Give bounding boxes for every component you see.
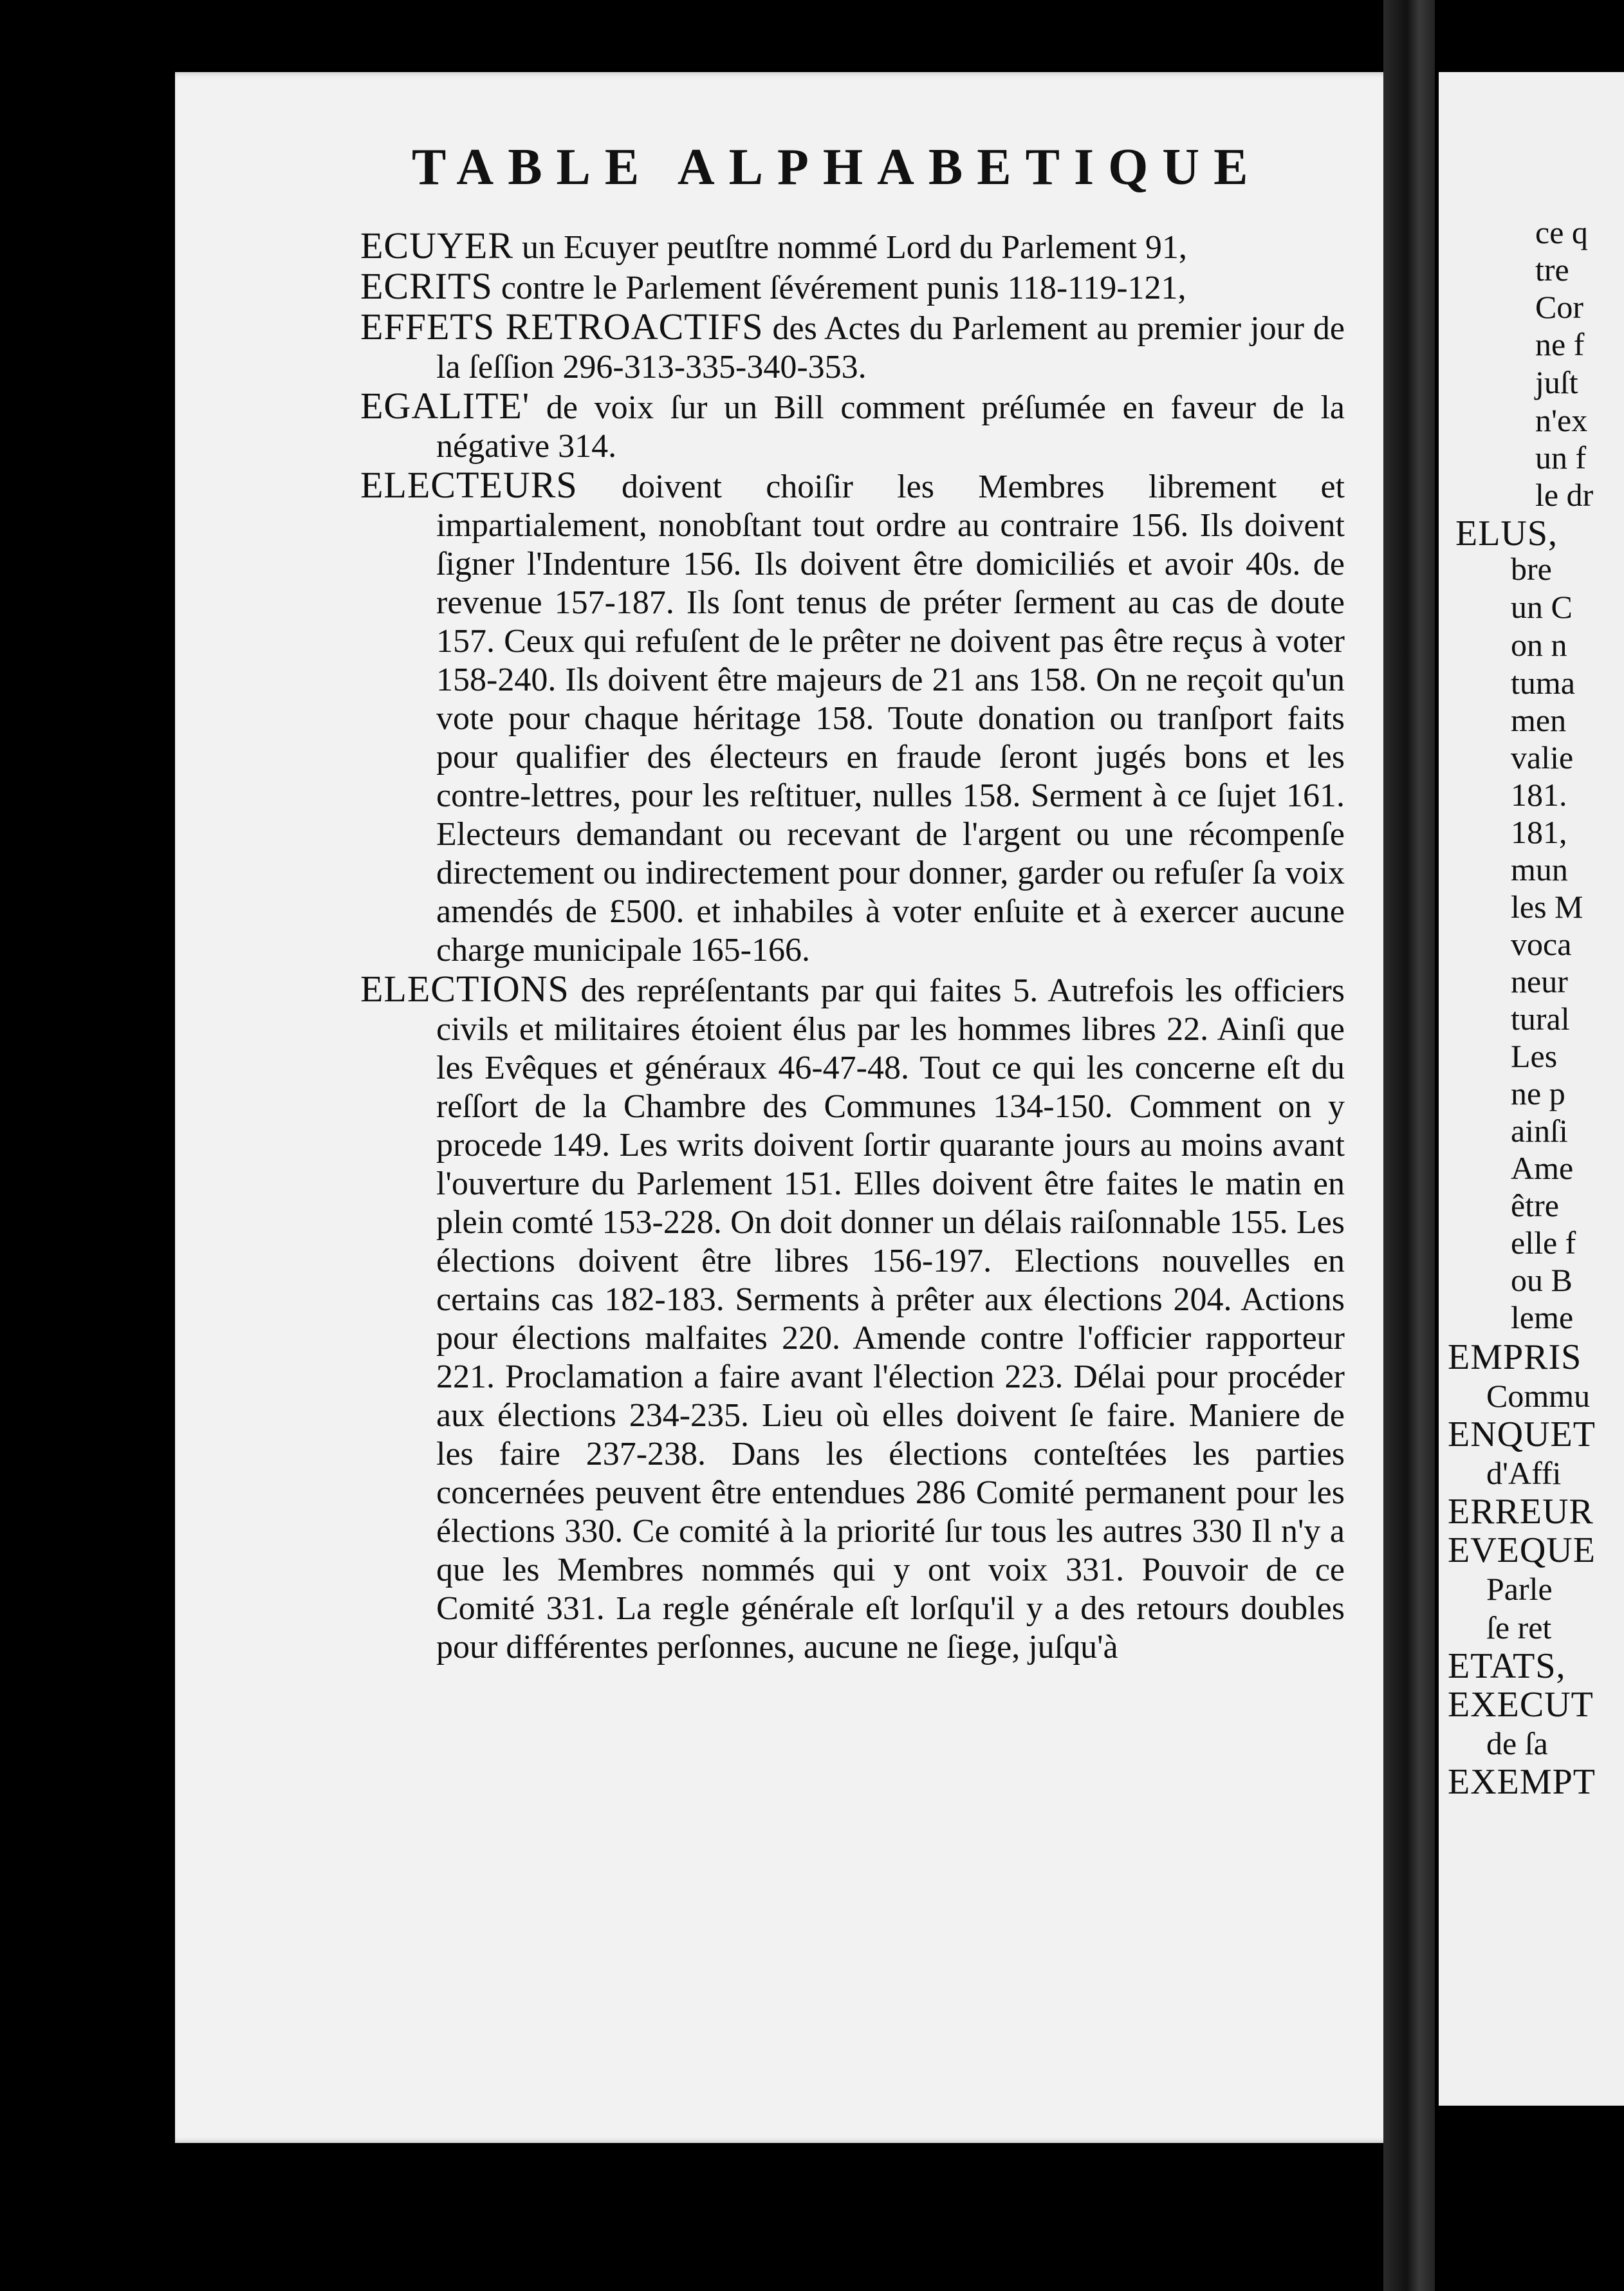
right-page-line: tural: [1511, 1001, 1570, 1037]
entry-text: un Ecuyer peutſtre nommé Lord du Parlement 91,: [513, 229, 1187, 266]
entry-effets-retroactifs: [360, 308, 1345, 387]
right-page-line: ELUS,: [1455, 514, 1558, 553]
right-page: [1439, 72, 1624, 2106]
right-page-line: n'ex: [1535, 402, 1588, 438]
right-page-line: ETATS,: [1448, 1646, 1566, 1686]
right-page-line: EMPRIS: [1448, 1337, 1582, 1377]
entry-head: EFFETS RETROACTIFS: [360, 306, 764, 348]
right-page-line: tuma: [1511, 665, 1575, 701]
right-page-line: bre: [1511, 551, 1552, 587]
right-page-line: elle f: [1511, 1225, 1576, 1261]
index-entries: [360, 227, 1345, 1667]
right-page-line: EXEMPT: [1448, 1762, 1596, 1802]
right-page-line: ENQUET: [1448, 1414, 1596, 1454]
right-page-line: ERREUR: [1448, 1492, 1594, 1532]
entry-text: des Actes du Parlement au premier jour de la ſeſſion 296-313-335-340-353.: [436, 310, 1345, 385]
right-page-line: on n: [1511, 627, 1567, 663]
right-page-line: ſe ret: [1486, 1609, 1552, 1646]
right-page-line: tre: [1535, 252, 1569, 288]
right-page-line: ne f: [1535, 326, 1585, 362]
right-page-line: neur: [1511, 963, 1568, 999]
entry-head: ECUYER: [360, 225, 513, 266]
right-page-line: mun: [1511, 851, 1568, 887]
right-page-line: de ſa: [1486, 1725, 1548, 1761]
right-page-line: Cor: [1535, 289, 1583, 325]
right-page-line: EVEQUE: [1448, 1530, 1596, 1570]
entry-egalite: [360, 387, 1345, 466]
page-gutter: [1383, 0, 1435, 2291]
entry-head: ECRITS: [360, 265, 493, 307]
entry-text: doivent choiſir les Membres librement et impartialement, nonobſtant tout ordre au contraire 156. Ils doivent ſigner l'Indenture 156. Ils doivent être domiciliés et avoir 40s. de revenue 157-187. Ils ſont tenus de préter ſerment au cas de doute 157. Ceux qui refuſent de le prêter ne doivent pas être reçus à voter 158-240. Ils doivent être majeurs de 21 ans 158. On ne reçoit qu'un vote pour chaque héritage 158. Toute donation ou tranſport faits pour qualifier des électeurs en fraude ſeront jugés bons et les contre-lettres, pour les reſtituer, nulles 158. Serment à ce ſujet 161. Electeurs demandant ou recevant de l'argent ou une récompenſe directement ou indirectement pour donner, garder ou refuſer ſa voix amendés de £500. et inhabiles à voter enſuite et à exercer aucune charge municipale 165-166.: [436, 468, 1345, 969]
right-page-line: Ame: [1511, 1150, 1574, 1186]
entry-head: ELECTIONS: [360, 968, 569, 1010]
right-page-line: être: [1511, 1187, 1559, 1223]
right-page-line: ainſi: [1511, 1113, 1568, 1149]
right-page-line: 181,: [1511, 814, 1567, 850]
right-page-line: Parle: [1486, 1571, 1553, 1607]
right-page-line: voca: [1511, 926, 1572, 962]
entry-text: contre le Parlement ſévérement punis 118-119-121,: [492, 270, 1186, 306]
entry-ecrits: [360, 267, 1345, 308]
entry-head: EGALITE': [360, 385, 530, 427]
entry-text: de voix ſur un Bill comment préſumée en faveur de la négative 314.: [436, 389, 1345, 465]
right-page-line: le dr: [1535, 477, 1594, 513]
entry-head: ELECTEURS: [360, 464, 578, 506]
right-page-line: valie: [1511, 739, 1574, 775]
entry-text: des repréſentants par qui faites 5. Autrefois les officiers civils et militaires étoient élus par les hommes libres 22. Ainſi que les Evêques et généraux 46-47-48. Tout ce qui les concerne eſt du reſſort de la Chambre des Communes 134-150. Comment on y procede 149. Les writs doivent ſortir quarante jours au moins avant l'ouverture du Parlement 151. Elles doivent être faites le matin en plein comté 153-228. On doit donner un délais raiſonnable 155. Les élections doivent être libres 156-197. Elections nouvelles en certains cas 182-183. Serments à prêter aux élections 204. Actions pour élections malfaites 220. Amende contre l'officier rapporteur 221. Proclamation a faire avant l'élection 223. Délai pour procéder aux élections 234-235. Lieu où elles doivent ſe faire. Maniere de les faire 237-238. Dans les élections conteſtées les parties concernées peuvent être entendues 286 Comité permanent pour les élections 330. Ce comité à la priorité ſur tous les autres 330 Il n'y a que les Membres nommés qui y ont voix 331. Pouvoir de ce Comité 331. La regle générale eſt lorſqu'il y a des retours doubles pour différentes perſonnes, aucune ne ſiege, juſqu'à: [436, 972, 1345, 1665]
right-page-line: men: [1511, 702, 1567, 738]
right-page-line: un C: [1511, 589, 1573, 625]
right-page-line: leme: [1511, 1299, 1574, 1335]
page-title: TABLE ALPHABETIQUE: [412, 139, 1262, 196]
right-page-line: juſt: [1535, 364, 1578, 400]
right-page-line: les M: [1511, 889, 1583, 925]
right-page-line: un f: [1535, 440, 1587, 476]
right-page-line: ne p: [1511, 1075, 1565, 1111]
right-page-line: 181.: [1511, 777, 1567, 813]
right-page-line: Les: [1511, 1038, 1558, 1074]
right-page-line: EXECUT: [1448, 1685, 1594, 1725]
entry-ecuyer: [360, 227, 1345, 267]
right-page-line: ce q: [1535, 214, 1588, 250]
right-page-line: d'Affi: [1486, 1455, 1562, 1491]
right-page-line: Commu: [1486, 1378, 1591, 1414]
entry-elections: [360, 970, 1345, 1667]
right-page-line: ou B: [1511, 1262, 1573, 1298]
entry-electeurs: [360, 466, 1345, 970]
